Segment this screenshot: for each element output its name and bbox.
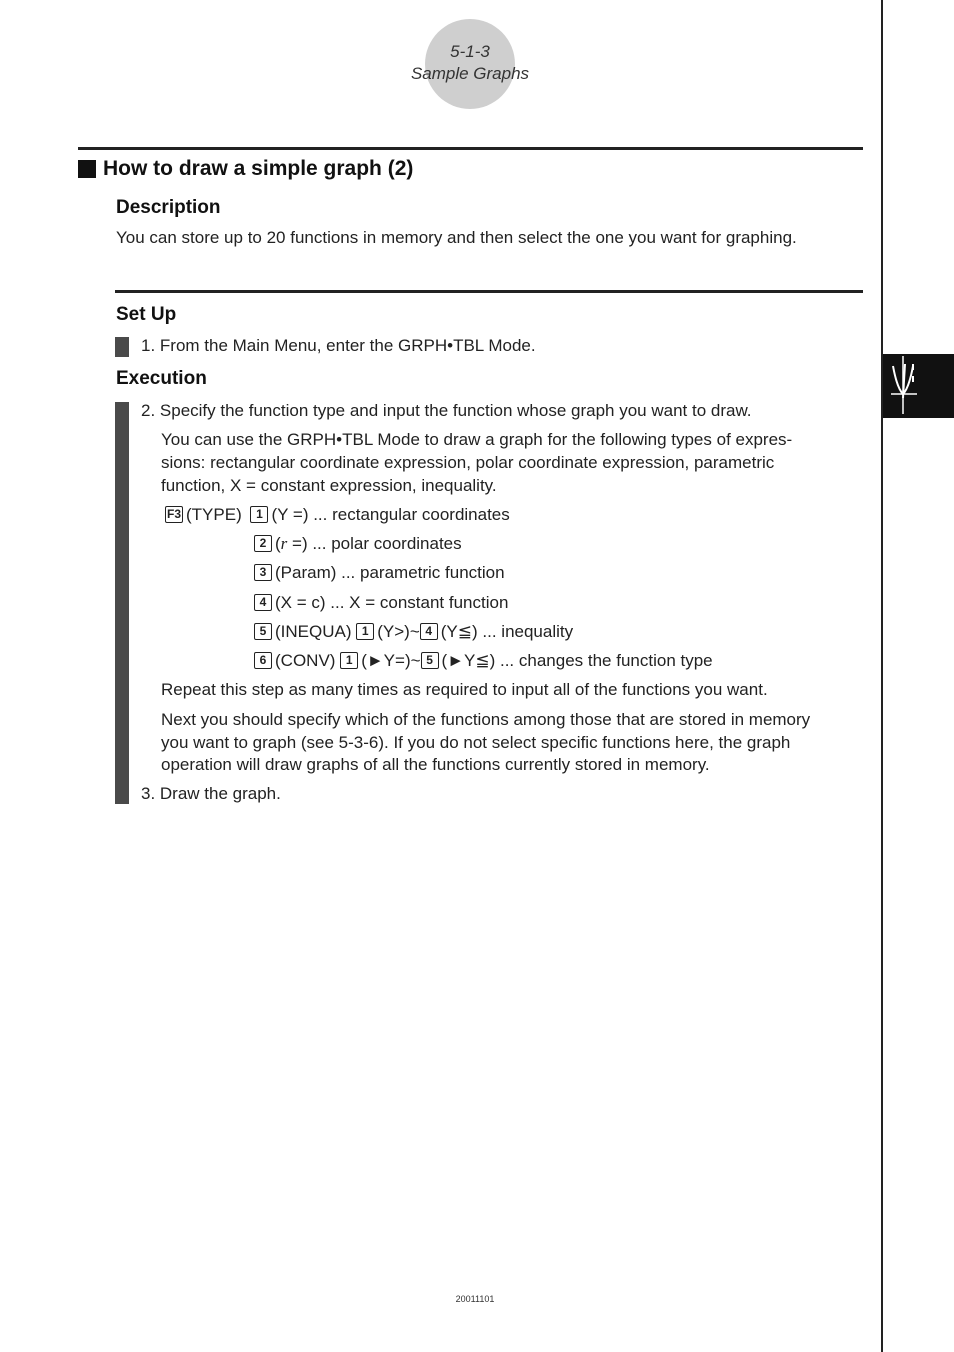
setup-step-bar bbox=[115, 337, 129, 357]
key-4: 4 bbox=[254, 594, 272, 611]
execution-step-3: 3. Draw the graph. bbox=[141, 784, 281, 803]
description-heading: Description bbox=[116, 197, 221, 218]
type-4-text: (X = c) ... X = constant function bbox=[275, 593, 509, 612]
key-5-sub-4: 4 bbox=[420, 623, 438, 640]
type-2-r: r bbox=[280, 534, 288, 553]
execution-para2: Repeat this step as many times as required to input all of the functions you want. bbox=[161, 680, 768, 699]
section-title: How to draw a simple graph (2) bbox=[103, 157, 414, 180]
type-1-text: (Y =) ... rectangular coordinates bbox=[271, 505, 510, 524]
setup-rule bbox=[115, 290, 863, 293]
right-margin-rule bbox=[881, 0, 883, 1352]
graph-icon bbox=[883, 354, 954, 418]
key-6-sub-1: 1 bbox=[340, 652, 358, 669]
type-6-sub-1-text: (►Y=)~ bbox=[361, 651, 421, 670]
type-6-sub-5-text: (►Y≦) ... changes the function type bbox=[441, 651, 713, 670]
execution-step-bar bbox=[115, 402, 129, 804]
execution-step-2: 2. Specify the function type and input the function whose graph you want to draw. bbox=[141, 401, 752, 420]
type-row-2 bbox=[254, 532, 462, 555]
type-2-open: ( bbox=[275, 534, 281, 553]
key-5: 5 bbox=[254, 623, 272, 640]
key-3: 3 bbox=[254, 564, 272, 581]
execution-heading: Execution bbox=[116, 368, 207, 389]
type-5-sub-4-text: (Y≦) ... inequality bbox=[440, 622, 574, 641]
page-section-title: Sample Graphs bbox=[410, 64, 530, 83]
type-row-4 bbox=[254, 591, 508, 614]
execution-para3-line2: you want to graph (see 5-3-6). If you do not select specific functions here, the graph bbox=[161, 733, 791, 752]
setup-step-1: 1. From the Main Menu, enter the GRPH•TBL Mode. bbox=[141, 336, 536, 355]
key-1: 1 bbox=[250, 506, 268, 523]
key-6-sub-5: 5 bbox=[421, 652, 439, 669]
footer-code: 20011101 bbox=[455, 1294, 495, 1304]
title-rule bbox=[78, 147, 863, 150]
description-text: You can store up to 20 functions in memory and then select the one you want for graphing. bbox=[116, 228, 797, 247]
type-row-1 bbox=[165, 503, 510, 526]
type-row-3 bbox=[254, 561, 505, 584]
type-6-text: (CONV) bbox=[275, 651, 336, 670]
execution-para1-line1: You can use the GRPH•TBL Mode to draw a graph for the following types of expres- bbox=[161, 430, 793, 449]
execution-para1-line3: function, X = constant expression, inequality. bbox=[161, 476, 497, 495]
type-5-text: (INEQUA) bbox=[275, 622, 352, 641]
type-row-6 bbox=[254, 649, 713, 672]
key-2: 2 bbox=[254, 535, 272, 552]
setup-heading: Set Up bbox=[116, 304, 177, 325]
title-bullet-icon bbox=[78, 160, 96, 178]
execution-para3-line3: operation will draw graphs of all the functions currently stored in memory. bbox=[161, 755, 710, 774]
key-5-sub-1: 1 bbox=[356, 623, 374, 640]
execution-para3-line1: Next you should specify which of the functions among those that are stored in memory bbox=[161, 710, 811, 729]
type-3-text: (Param) ... parametric function bbox=[275, 563, 505, 582]
type-2-text: =) ... polar coordinates bbox=[287, 534, 462, 553]
execution-para1-line2: sions: rectangular coordinate expression, polar coordinate expression, parametric bbox=[161, 453, 775, 472]
page-number: 5-1-3 bbox=[450, 42, 490, 61]
type-5-sub-1-text: (Y>)~ bbox=[377, 622, 420, 641]
type-row-5 bbox=[254, 620, 573, 643]
graph-mode-tab bbox=[883, 354, 954, 418]
type-label: (TYPE) bbox=[186, 505, 242, 524]
key-6: 6 bbox=[254, 652, 272, 669]
f3-key: F3 bbox=[167, 507, 182, 521]
